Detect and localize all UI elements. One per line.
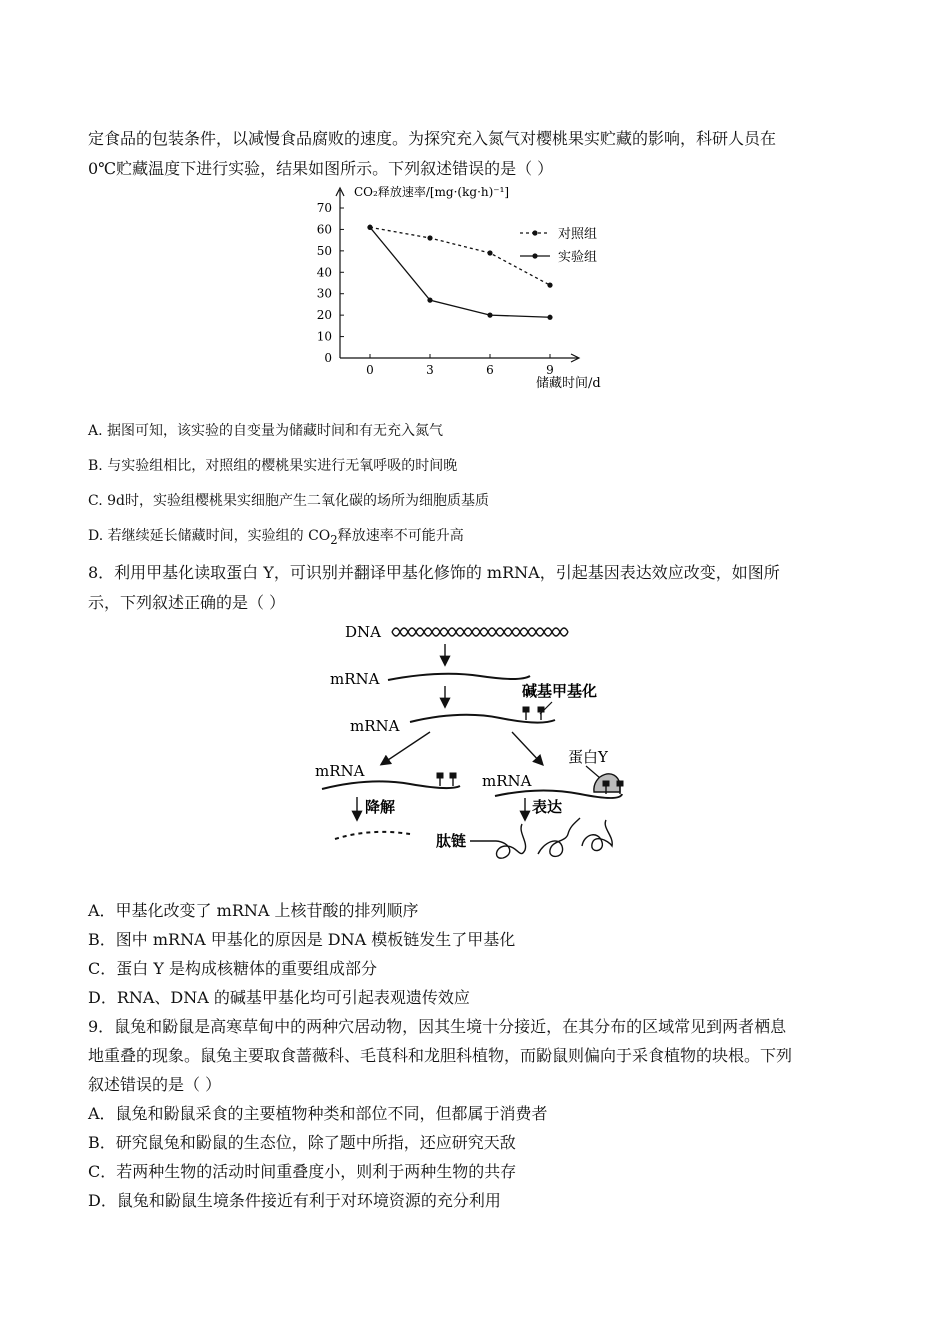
diagram-dna-label: DNA xyxy=(345,623,381,641)
chart-data-point xyxy=(487,250,492,255)
chart-y-tick-label: 10 xyxy=(316,329,332,344)
mrna-strand-1 xyxy=(388,674,530,680)
degraded-mrna-fragments xyxy=(335,832,410,839)
chart-x-tick-label: 3 xyxy=(426,363,434,377)
q9-option-d[interactable]: D．鼠兔和鼢鼠生境条件接近有利于对环境资源的充分利用 xyxy=(88,1191,501,1210)
chart-ylabel: CO₂释放速率/[mg·(kg·h)⁻¹] xyxy=(354,185,510,199)
q8-option-b[interactable]: B．图中 mRNA 甲基化的原因是 DNA 模板链发生了甲基化 xyxy=(88,930,516,949)
q9-option-a[interactable]: A．鼠兔和鼢鼠采食的主要植物种类和部位不同，但都属于消费者 xyxy=(88,1104,548,1123)
chart-y-tick-label: 50 xyxy=(316,243,332,258)
chart-data-point xyxy=(427,298,432,303)
q8-stem-line2: 示，下列叙述正确的是（ ） xyxy=(88,593,286,612)
q8-option-a[interactable]: A．甲基化改变了 mRNA 上核苷酸的排列顺序 xyxy=(88,901,419,920)
diagram-protein-y-label: 蛋白Y xyxy=(568,748,608,766)
chart-y-tick-label: 60 xyxy=(316,222,332,237)
dna-double-helix xyxy=(392,628,568,636)
q9-stem-line1: 9．鼠兔和鼢鼠是高寒草甸中的两种穴居动物，因其生境十分接近，在其分布的区域常见到两者栖息 xyxy=(88,1017,787,1036)
diagram-express-label: 表达 xyxy=(532,798,563,816)
q7-option-c-text: 9d时，实验组樱桃果实细胞产生二氧化碳的场所为细胞质基质 xyxy=(107,493,489,509)
q7-intro-line1: 定食品的包装条件，以减慢食品腐败的速度。为探究充入氮气对樱桃果实贮藏的影响，科研人员在 xyxy=(88,129,777,148)
q7-option-b[interactable] xyxy=(88,456,457,476)
diagram-mrna-label-2: mRNA xyxy=(350,717,400,735)
chart-data-point xyxy=(367,225,372,230)
q8-option-c[interactable]: C．蛋白 Y 是构成核糖体的重要组成部分 xyxy=(88,959,377,978)
diagram-mrna-label-1: mRNA xyxy=(330,670,380,688)
chart-data-point xyxy=(487,313,492,318)
chart-legend-marker xyxy=(532,230,537,235)
chart-axes xyxy=(336,188,579,362)
mrna-strand-3 xyxy=(322,781,460,789)
chart-series-line xyxy=(370,227,550,317)
chart-legend-marker xyxy=(532,253,537,258)
degrade-branch-arrow xyxy=(382,732,430,764)
chart-series xyxy=(367,225,552,320)
chart-y-tick-label: 40 xyxy=(316,265,332,280)
q7-option-c[interactable] xyxy=(88,491,489,511)
q7-option-a-text: 据图可知，该实验的自变量为储藏时间和有无充入氮气 xyxy=(107,423,444,439)
q7-intro-line2: 0℃贮藏温度下进行实验，结果如图所示。下列叙述错误的是（ ） xyxy=(88,159,554,178)
chart-y-tick-label: 30 xyxy=(316,286,332,301)
peptide-chains xyxy=(470,818,612,858)
chart-legend-label: 对照组 xyxy=(558,227,598,242)
q8-option-d[interactable]: D．RNA、DNA 的碱基甲基化均可引起表观遗传效应 xyxy=(88,988,470,1007)
chart-y-tick-label: 20 xyxy=(316,308,332,323)
q9-option-b[interactable]: B．研究鼠兔和鼢鼠的生态位，除了题中所指，还应研究天敌 xyxy=(88,1133,516,1152)
q7-option-b-text: 与实验组相比，对照组的樱桃果实进行无氧呼吸的时间晚 xyxy=(107,458,458,474)
q9-option-c[interactable]: C．若两种生物的活动时间重叠度小，则利于两种生物的共存 xyxy=(88,1162,517,1181)
mrna-strand-2 xyxy=(410,715,555,723)
q7-option-a-label: A. xyxy=(88,423,103,439)
chart-x-tick-label: 9 xyxy=(546,363,554,377)
chart-x-tick-label: 0 xyxy=(366,363,374,377)
q9-stem-line2: 地重叠的现象。鼠兔主要取食蔷薇科、毛茛科和龙胆科植物，而鼢鼠则偏向于采食植物的块根。下列 xyxy=(88,1046,793,1065)
express-branch-arrow xyxy=(512,732,542,764)
chart-xlabel: 储藏时间/d xyxy=(536,376,601,391)
q7-option-a[interactable] xyxy=(88,421,443,441)
chart-y-tick-label: 0 xyxy=(324,351,332,365)
co2-release-chart xyxy=(310,178,650,393)
q7-option-d[interactable] xyxy=(88,526,464,550)
chart-x-tick-label: 6 xyxy=(486,363,494,377)
q7-option-d-label: D. xyxy=(88,528,104,544)
q7-option-d-text-after: 释放速率不可能升高 xyxy=(337,528,464,544)
mrna-methylation-diagram xyxy=(300,614,660,874)
chart-data-point xyxy=(427,235,432,240)
chart-data-point xyxy=(547,283,552,288)
q8-stem-line1: 8．利用甲基化读取蛋白 Y，可识别并翻译甲基化修饰的 mRNA，引起基因表达效应改变，如图所 xyxy=(88,563,780,582)
diagram-degrade-label: 降解 xyxy=(365,798,396,816)
q7-option-c-label: C. xyxy=(88,493,103,509)
diagram-mrna-label-3: mRNA xyxy=(315,762,365,780)
diagram-mrna-label-4: mRNA xyxy=(482,772,532,790)
chart-data-point xyxy=(547,315,552,320)
q7-option-d-text-before: 若继续延长储藏时间，实验组的 CO xyxy=(107,528,331,544)
q7-option-d-subscript: 2 xyxy=(330,532,338,547)
methyl-group-marks xyxy=(523,707,544,720)
q9-stem-line3: 叙述错误的是（ ） xyxy=(88,1075,222,1094)
chart-legend xyxy=(520,226,597,265)
q7-option-b-label: B. xyxy=(88,458,103,474)
chart-y-tick-label: 70 xyxy=(316,201,332,215)
protein-y-pointer xyxy=(586,766,600,778)
diagram-methylation-label: 碱基甲基化 xyxy=(522,682,598,700)
methyl-group-marks-left xyxy=(437,773,456,786)
chart-legend-label: 实验组 xyxy=(558,250,598,265)
diagram-peptide-label: 肽链 xyxy=(436,832,467,850)
